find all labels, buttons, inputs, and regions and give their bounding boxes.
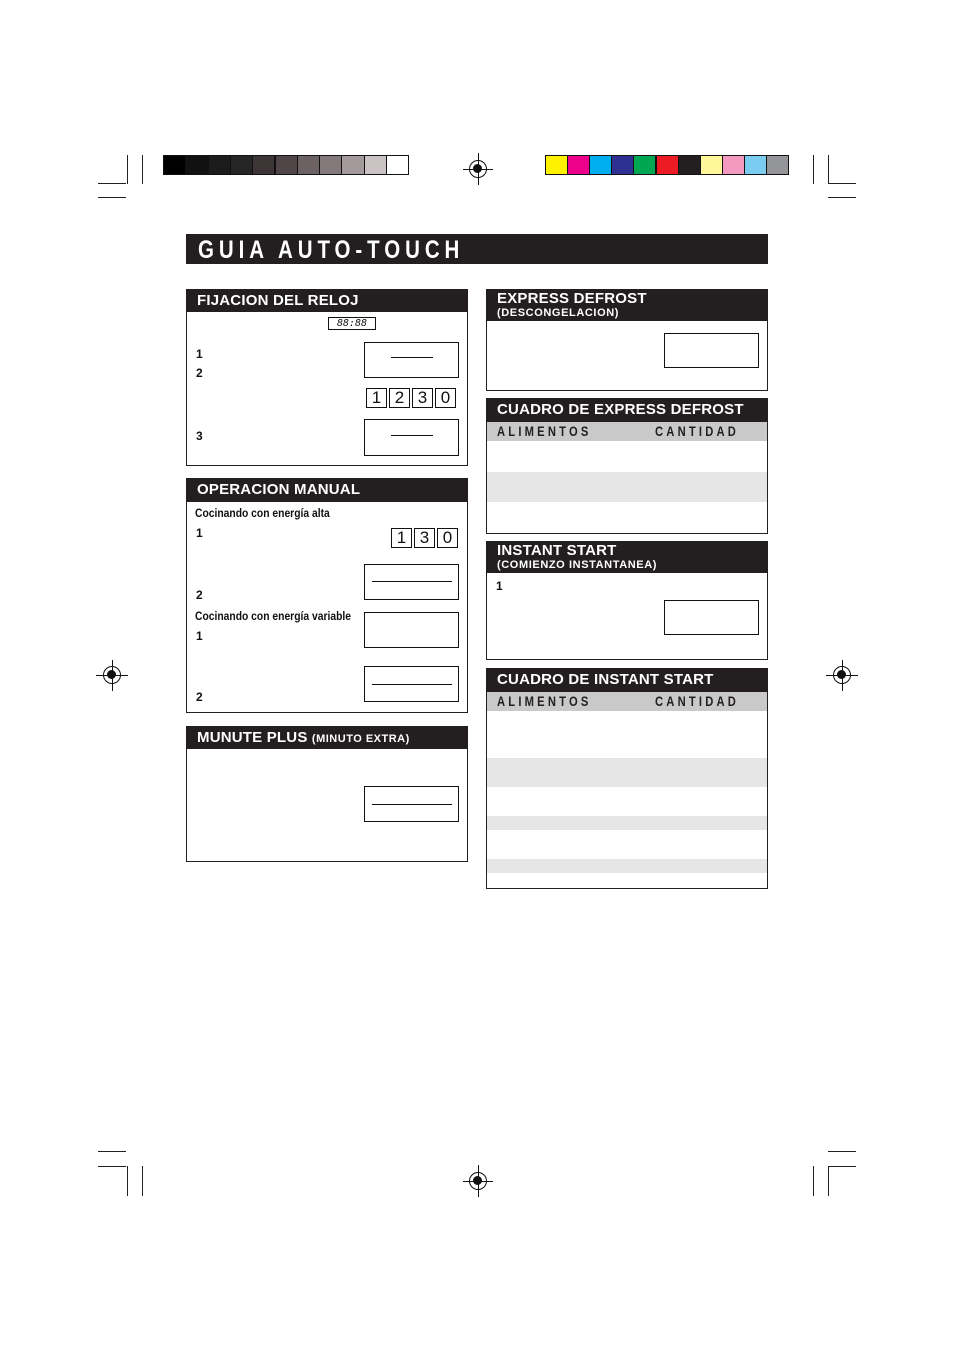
digit-key: 0 <box>437 528 458 548</box>
crop-mark <box>127 155 128 184</box>
column-quantity: CANTIDAD <box>655 693 740 709</box>
color-swatch <box>611 155 634 175</box>
step-number: 2 <box>196 588 203 602</box>
color-swatch <box>319 155 342 175</box>
color-swatch <box>656 155 679 175</box>
color-swatch <box>275 155 298 175</box>
express-defrost-table <box>486 398 768 534</box>
express-defrost-header <box>487 290 767 321</box>
express-defrost-subheading: (DESCONGELACION) <box>497 307 620 319</box>
crop-mark <box>142 1166 143 1196</box>
digit-key: 3 <box>414 528 435 548</box>
page-title-bar <box>186 234 768 264</box>
registration-line <box>478 153 479 185</box>
step-number: 3 <box>196 429 203 443</box>
registration-line <box>112 660 113 691</box>
minute-plus-subtitle: (MINUTO EXTRA) <box>311 733 410 745</box>
display-box <box>364 419 459 456</box>
color-swatch <box>341 155 364 175</box>
instant-start-table-heading: CUADRO DE INSTANT START <box>497 671 714 688</box>
table-row <box>487 859 767 873</box>
table-row <box>487 472 767 502</box>
crop-mark <box>828 1166 829 1196</box>
clock-setting-heading: FIJACION DEL RELOJ <box>197 292 359 309</box>
digit-key: 3 <box>412 388 433 408</box>
instant-start-subheading: (COMIENZO INSTANTANEA) <box>497 559 658 571</box>
crop-mark <box>828 197 856 198</box>
color-swatch <box>163 155 186 175</box>
display-box <box>364 342 459 378</box>
step-number: 2 <box>196 366 203 380</box>
display-box <box>364 666 459 702</box>
manual-operation-header <box>187 479 467 502</box>
minute-plus-panel <box>186 726 468 862</box>
color-swatch <box>297 155 320 175</box>
step-number: 1 <box>196 347 203 361</box>
color-swatch <box>230 155 253 175</box>
crop-mark <box>142 155 143 184</box>
instant-start-table <box>486 668 768 889</box>
digit-key: 1 <box>366 388 387 408</box>
manual-operation-panel <box>186 478 468 713</box>
instant-start-heading: INSTANT START <box>497 542 617 559</box>
color-swatch <box>633 155 656 175</box>
color-swatch <box>589 155 612 175</box>
crop-mark <box>98 1166 126 1167</box>
crop-mark <box>828 183 856 184</box>
display-box <box>664 600 759 635</box>
display-line <box>372 684 452 685</box>
express-defrost-table-heading: CUADRO DE EXPRESS DEFROST <box>497 401 744 418</box>
instant-start-table-header <box>487 669 767 692</box>
display-line <box>391 357 433 358</box>
display-box <box>364 786 459 822</box>
display-box <box>364 612 459 648</box>
page-title: GUIA AUTO-TOUCH <box>198 236 465 264</box>
manual-operation-heading: OPERACION MANUAL <box>197 481 361 498</box>
table-column-header <box>487 692 767 711</box>
column-foods: ALIMENTOS <box>497 693 592 709</box>
express-defrost-heading: EXPRESS DEFROST <box>497 290 647 307</box>
clock-setting-header <box>187 290 467 312</box>
express-defrost-table-header <box>487 399 767 422</box>
minute-plus-title: MUNUTE PLUS <box>197 729 308 746</box>
color-swatch <box>185 155 208 175</box>
step-number: 1 <box>196 629 203 643</box>
color-swatch <box>678 155 701 175</box>
table-row <box>487 758 767 787</box>
step-number: 1 <box>196 526 203 540</box>
clock-setting-panel <box>186 289 468 466</box>
table-row <box>487 816 767 830</box>
column-foods: ALIMENTOS <box>497 423 592 439</box>
crop-mark <box>828 1151 856 1152</box>
crop-mark <box>828 155 829 184</box>
color-swatch <box>722 155 745 175</box>
step-number: 2 <box>196 690 203 704</box>
display-box <box>364 564 459 600</box>
color-swatch <box>386 155 409 175</box>
digit-key: 0 <box>435 388 456 408</box>
express-defrost-panel <box>486 289 768 391</box>
step-number: 1 <box>496 579 503 593</box>
table-column-header <box>487 422 767 441</box>
high-power-label: Cocinando con energía alta <box>195 506 330 520</box>
crop-mark <box>98 197 126 198</box>
instant-start-header <box>487 542 767 573</box>
digit-key: 2 <box>389 388 410 408</box>
display-line <box>372 581 452 582</box>
minute-plus-header <box>187 727 467 749</box>
registration-line <box>478 1165 479 1197</box>
color-swatch <box>567 155 590 175</box>
clock-display-value: 88:88 <box>336 318 368 329</box>
minute-plus-heading <box>197 729 410 746</box>
crop-mark <box>828 1166 856 1167</box>
crop-mark <box>813 1166 814 1196</box>
color-swatch <box>364 155 387 175</box>
crop-mark <box>813 155 814 184</box>
variable-power-label: Cocinando con energía variable <box>195 609 351 623</box>
color-swatch <box>252 155 275 175</box>
digit-key: 1 <box>391 528 412 548</box>
color-swatch <box>700 155 723 175</box>
clock-display <box>328 317 376 330</box>
column-quantity: CANTIDAD <box>655 423 740 439</box>
crop-mark <box>127 1166 128 1196</box>
display-line <box>391 435 433 436</box>
color-swatch <box>545 155 568 175</box>
display-line <box>372 804 452 805</box>
crop-mark <box>98 1151 126 1152</box>
registration-line <box>842 660 843 691</box>
crop-mark <box>98 183 126 184</box>
color-swatch <box>208 155 231 175</box>
display-box <box>664 333 759 368</box>
color-swatch <box>744 155 767 175</box>
instant-start-panel <box>486 541 768 660</box>
color-swatch <box>766 155 789 175</box>
